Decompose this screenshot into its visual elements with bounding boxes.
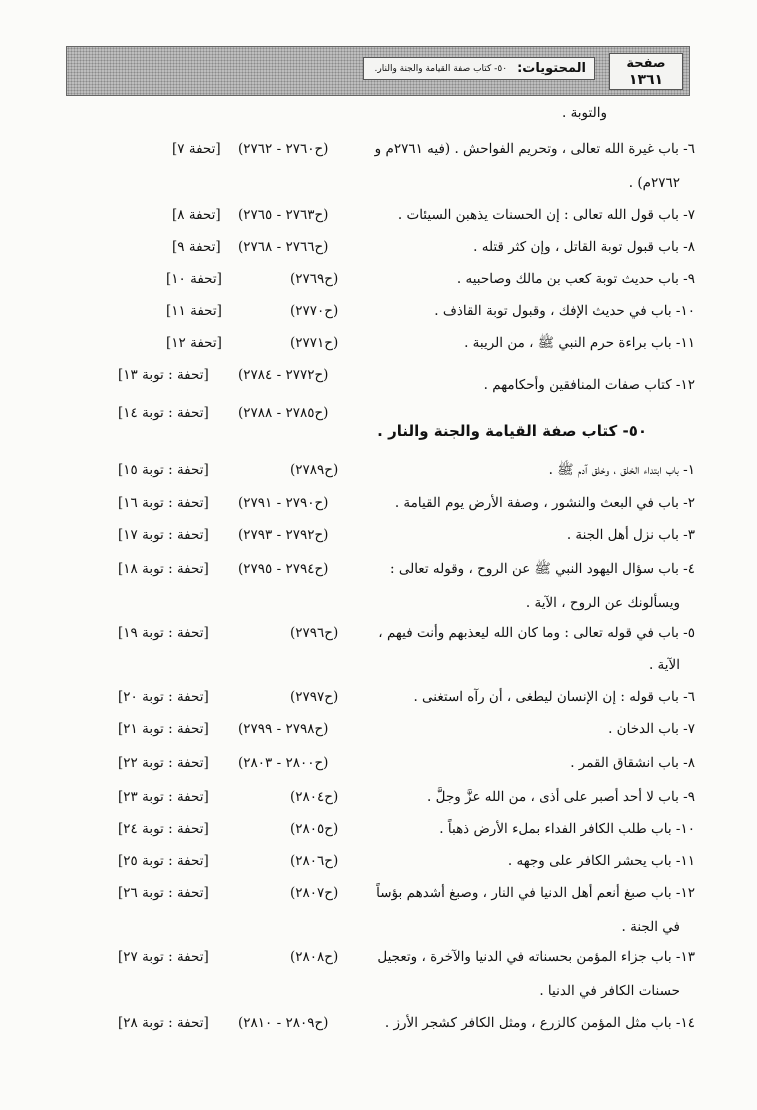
entry-ref: (ح٢٧٧٠) [290,303,339,319]
header-title: المحتويات: [517,61,586,76]
entry-tuhfa: [تحفة ١٠] [166,271,222,287]
entry-ref: (ح٢٧٩٢ - ٢٧٩٣) [238,527,329,543]
entry-ref: (ح٢٧٧١) [290,335,339,351]
entry-ref: (ح٢٨٠٦) [290,853,339,869]
section-ref: (ح٢٧٨٥ - ٢٧٨٨) [238,405,329,421]
entry-text: ٦- باب قوله : إن الإنسان ليطغى ، أن رآه استغنى . [413,689,695,705]
entry-tuhfa: [تحفة ٩] [172,239,221,255]
entry-tuhfa: [تحفة ١٢] [166,335,222,351]
entry-tuhfa: [تحفة : توبة ٢٥] [118,853,209,869]
entry-text: ٤- باب سؤال اليهود النبي ﷺ عن الروح ، وقوله تعالى : [389,561,695,577]
entry-text: ١٤- باب مثل المؤمن كالزرع ، ومثل الكافر كشجر الأرز . [384,1015,695,1031]
entry-ref: (ح٢٧٦٦ - ٢٧٦٨) [238,239,329,255]
entry-tuhfa: [تحفة : توبة ٢٣] [118,789,209,805]
entry-text: ١٣- باب جزاء المؤمن بحسناته في الدنيا والآخرة ، وتعجيل [377,949,695,965]
entry-tuhfa: [تحفة : توبة ٢٦] [118,885,209,901]
entry-continuation: في الجنة . [621,919,680,935]
section-tuhfa: [تحفة : توبة ١٤] [118,405,209,421]
entry-text: ١٢- باب صبغ أنعم أهل الدنيا في النار ، وصبغ أشدهم بؤساً [376,885,695,901]
entry-tuhfa: [تحفة ٧] [172,141,221,157]
entry-ref: (ح٢٨٠٩ - ٢٨١٠) [238,1015,329,1031]
entry-text: ٥- باب في قوله تعالى : وما كان الله ليعذبهم وأنت فيهم ، [378,625,695,641]
entry-continuation: ٢٧٦٢م) . [628,175,680,191]
entry-ref: (ح٢٨٠٨) [290,949,339,965]
entry-text: ١٠- باب في حديث الإفك ، وقبول توبة القاذف . [434,303,695,319]
section-title: ٥٠- كتاب صفة القيامة والجنة والنار . [377,422,647,440]
entry-ref: (ح٢٨٠٠ - ٢٨٠٣) [238,755,329,771]
entry-tuhfa: [تحفة : توبة ١٩] [118,625,209,641]
entry-text: ٨- باب قبول توبة القاتل ، وإن كثر قتله . [473,239,695,255]
entry-tuhfa: [تحفة : توبة ١٦] [118,495,209,511]
entry-tuhfa: [تحفة : توبة ٢٤] [118,821,209,837]
entry-ref: (ح٢٧٩٦) [290,625,339,641]
entry-ref: (ح٢٨٠٧) [290,885,339,901]
entry-text: ٣- باب نزل أهل الجنة . [566,527,695,543]
entry-tuhfa: [تحفة : توبة ٢٧] [118,949,209,965]
entry-tuhfa: [تحفة : توبة ٢٢] [118,755,209,771]
entry-tuhfa: [تحفة ٨] [172,207,221,223]
entry-tuhfa: [تحفة : توبة ١٨] [118,561,209,577]
entry-ref: (ح٢٧٦٠ - ٢٧٦٢) [238,141,329,157]
entry-text: ١١- باب يحشر الكافر على وجهه . [507,853,695,869]
entry-ref: (ح٢٧٩٤ - ٢٧٩٥) [238,561,329,577]
intro-line: والتوبة . [561,105,607,121]
entry-text: ٩- باب لا أحد أصبر على أذى ، من الله عزَّ وجلَّ . [427,789,695,805]
entry-ref: (ح٢٨٠٥) [290,821,339,837]
entry-tuhfa: [تحفة : توبة ٢١] [118,721,209,737]
entry-tuhfa: [تحفة : توبة ١٣] [118,367,209,383]
header-subtitle: ٥٠- كتاب صفة القيامة والجنة والنار. [374,63,508,74]
entry-text: ٧- باب قول الله تعالى : إن الحسنات يذهبن السيئات . [397,207,695,223]
entry-text: ٢- باب في البعث والنشور ، وصفة الأرض يوم القيامة . [394,495,695,511]
entry-ref: (ح٢٧٩٨ - ٢٧٩٩) [238,721,329,737]
entry-ref: (ح٢٧٦٩) [290,271,339,287]
entry-text: ١- باب ابتداء الخلق ، وخلق آدم ﷺ . [548,462,695,478]
entry-continuation: حسنات الكافر في الدنيا . [539,983,680,999]
entry-ref: (ح٢٨٠٤) [290,789,339,805]
entry-ref: (ح٢٧٨٩) [290,462,339,478]
page-number: ١٣٦١ [628,72,664,88]
entry-text: ١١- باب براءة حرم النبي ﷺ ، من الريبة . [464,335,695,351]
entry-text: ٧- باب الدخان . [608,721,695,737]
entry-continuation: الآية . [648,657,680,673]
entry-tuhfa: [تحفة : توبة ١٥] [118,462,209,478]
entry-tuhfa: [تحفة : توبة ٢٨] [118,1015,209,1031]
entry-ref: (ح٢٧٧٢ - ٢٧٨٤) [238,367,329,383]
entry-tuhfa: [تحفة : توبة ١٧] [118,527,209,543]
entry-tuhfa: [تحفة ١١] [166,303,222,319]
entry-continuation: ويسألونك عن الروح ، الآية . [525,595,680,611]
entry-tuhfa: [تحفة : توبة ٢٠] [118,689,209,705]
entry-ref: (ح٢٧٩٠ - ٢٧٩١) [238,495,329,511]
entry-ref: (ح٢٧٩٧) [290,689,339,705]
entry-ref: (ح٢٧٦٣ - ٢٧٦٥) [238,207,329,223]
entry-text: ٦- باب غيرة الله تعالى ، وتحريم الفواحش . (فيه ٢٧٦١م و [374,141,695,157]
page-label: صفحة [626,56,666,71]
entry-text: ١٢- كتاب صفات المنافقين وأحكامهم . [483,377,695,393]
entry-text: ٨- باب انشقاق القمر . [570,755,695,771]
entry-text: ١٠- باب طلب الكافر الفداء بملء الأرض ذهباً . [439,821,695,837]
entry-text: ٩- باب حديث توبة كعب بن مالك وصاحبيه . [456,271,695,287]
